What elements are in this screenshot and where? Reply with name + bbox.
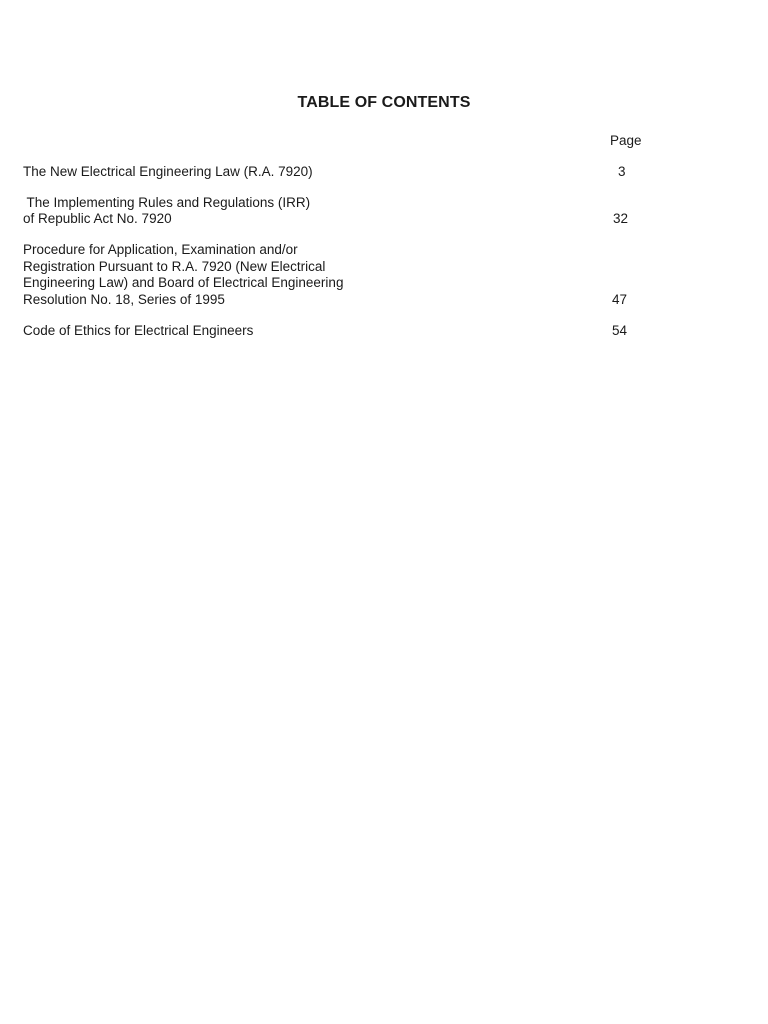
toc-entry-title: Code of Ethics for Electrical Engineers <box>23 323 254 338</box>
toc-entry-title: The New Electrical Engineering Law (R.A. 7920) <box>23 164 313 179</box>
toc-entry-title: Engineering Law) and Board of Electrical Engineering <box>23 275 344 290</box>
toc-entry-page-number: 3 <box>618 164 626 179</box>
toc-entry-page-number: 32 <box>613 211 629 226</box>
toc-entry-page-number: 54 <box>612 323 628 338</box>
toc-entry-page-number: 47 <box>612 292 628 307</box>
toc-entry-title: Registration Pursuant to R.A. 7920 (New Electrical <box>23 259 326 274</box>
toc-entry-title: Resolution No. 18, Series of 1995 <box>23 292 225 307</box>
toc-entry-title: of Republic Act No. 7920 <box>23 211 172 226</box>
toc-entry-title: The Implementing Rules and Regulations (IRR) <box>23 195 311 210</box>
page-column-header: Page <box>610 133 642 148</box>
toc-entry-title: Procedure for Application, Examination and/or <box>23 242 298 257</box>
page-title: TABLE OF CONTENTS <box>297 94 471 111</box>
